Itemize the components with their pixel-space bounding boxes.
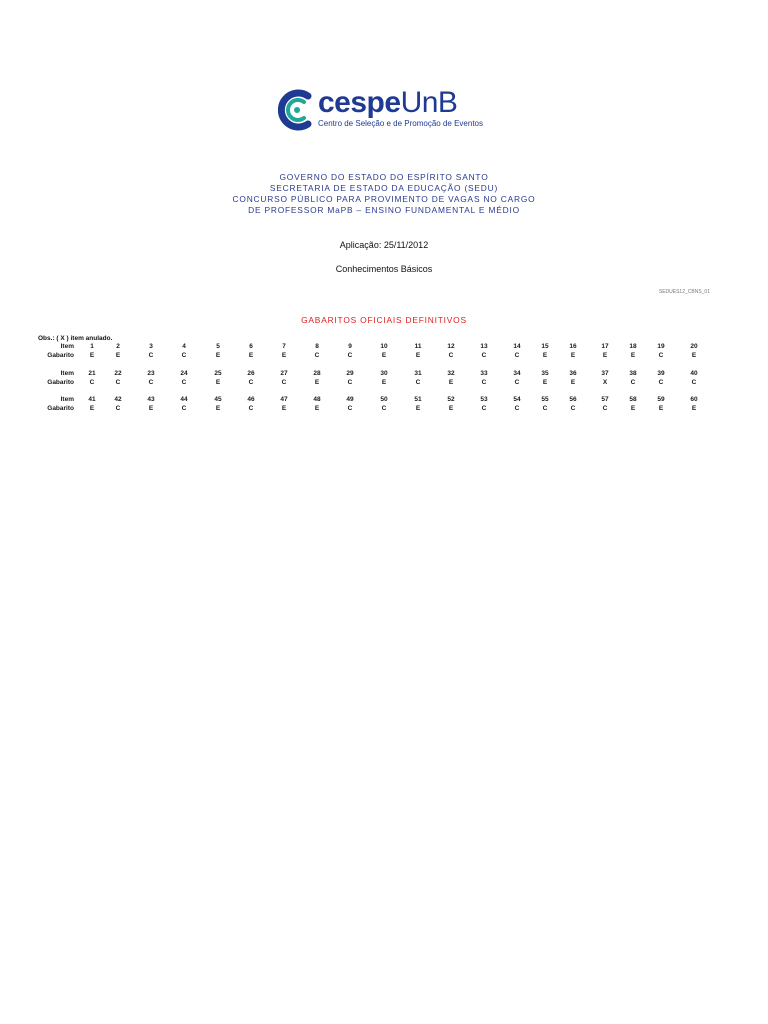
item-number: 59 <box>657 396 665 403</box>
item-number: 48 <box>313 396 321 403</box>
item-number: 29 <box>346 370 354 377</box>
item-number: 3 <box>149 343 153 350</box>
item-number: 28 <box>313 370 321 377</box>
item-number-row <box>0 343 768 352</box>
item-number: 27 <box>280 370 288 377</box>
answer-cell: E <box>215 379 221 386</box>
item-number: 47 <box>280 396 288 403</box>
item-number: 46 <box>247 396 255 403</box>
answer-cell: E <box>691 352 697 359</box>
item-number: 30 <box>380 370 388 377</box>
item-number: 56 <box>569 396 577 403</box>
subject-name: Conhecimentos Básicos <box>335 264 433 274</box>
answer-cell: C <box>248 379 254 386</box>
item-number: 32 <box>447 370 455 377</box>
cespe-unb-logo <box>278 86 498 132</box>
item-number-row <box>0 370 768 379</box>
item-number: 18 <box>629 343 637 350</box>
item-number: 55 <box>541 396 549 403</box>
answer-cell: C <box>448 352 454 359</box>
gabarito-label: Gabarito <box>47 405 74 412</box>
item-number: 26 <box>247 370 255 377</box>
answer-cell: E <box>415 352 421 359</box>
item-number: 21 <box>88 370 96 377</box>
answer-cell: E <box>602 352 608 359</box>
gabarito-label: Gabarito <box>47 379 74 386</box>
answer-cell: C <box>514 405 520 412</box>
answer-cell: C <box>248 405 254 412</box>
item-number: 24 <box>180 370 188 377</box>
header-line-4: DE PROFESSOR MaPB – ENSINO FUNDAMENTAL E MÉDIO <box>248 205 520 215</box>
answer-cell: C <box>148 352 154 359</box>
gabarito-label: Gabarito <box>47 352 74 359</box>
header-line-2: SECRETARIA DE ESTADO DA EDUCAÇÃO (SEDU) <box>269 183 499 193</box>
answer-cell: C <box>281 379 287 386</box>
item-number: 54 <box>513 396 521 403</box>
exam-header <box>0 172 768 216</box>
answer-cell: C <box>514 379 520 386</box>
item-number: 50 <box>380 396 388 403</box>
cespe-logo-mark-icon <box>278 88 316 132</box>
answer-cell: C <box>570 405 576 412</box>
item-number: 41 <box>88 396 96 403</box>
item-number-row <box>0 396 768 405</box>
answer-cell: E <box>89 405 95 412</box>
logo-wordmark <box>318 86 457 120</box>
answer-cell: E <box>381 379 387 386</box>
answer-cell: C <box>148 379 154 386</box>
answer-cell: C <box>481 379 487 386</box>
answer-cell: E <box>630 352 636 359</box>
logo-tagline: Centro de Seleção e de Promoção de Eventos <box>318 119 483 128</box>
answer-cell: E <box>570 352 576 359</box>
answer-cell: C <box>514 352 520 359</box>
answer-cell: C <box>481 352 487 359</box>
item-number: 22 <box>114 370 122 377</box>
header-line-1: GOVERNO DO ESTADO DO ESPÍRITO SANTO <box>279 172 489 182</box>
item-number: 31 <box>414 370 422 377</box>
answer-cell: C <box>314 352 320 359</box>
answer-cell: E <box>415 405 421 412</box>
answer-cell: C <box>542 405 548 412</box>
answer-cell: C <box>481 405 487 412</box>
document-code: SEDUES12_CBNS_01 <box>658 289 710 295</box>
item-number: 19 <box>657 343 665 350</box>
item-label: Item <box>60 396 74 403</box>
item-number: 17 <box>601 343 609 350</box>
item-number: 9 <box>348 343 352 350</box>
item-number: 11 <box>414 343 422 350</box>
answer-cell: E <box>215 405 221 412</box>
answer-cell: E <box>542 379 548 386</box>
item-number: 6 <box>249 343 253 350</box>
item-number: 33 <box>480 370 488 377</box>
item-number: 10 <box>380 343 388 350</box>
answer-cell: C <box>658 352 664 359</box>
gabarito-title: GABARITOS OFICIAIS DEFINITIVOS <box>301 315 467 325</box>
item-number: 13 <box>480 343 488 350</box>
item-number: 57 <box>601 396 609 403</box>
item-number: 44 <box>180 396 188 403</box>
answer-cell: C <box>89 379 95 386</box>
answer-cell: E <box>630 405 636 412</box>
item-number: 14 <box>513 343 521 350</box>
answer-cell: C <box>415 379 421 386</box>
item-number: 2 <box>116 343 120 350</box>
logo-brand-main: cespe <box>318 86 401 119</box>
answer-cell: E <box>281 405 287 412</box>
answer-cell: E <box>89 352 95 359</box>
answer-cell: C <box>181 352 187 359</box>
item-number: 53 <box>480 396 488 403</box>
annulled-note: Obs.: ( X ) item anulado. <box>38 335 113 342</box>
answer-cell: E <box>381 352 387 359</box>
answer-cell: C <box>115 379 121 386</box>
item-number: 39 <box>657 370 665 377</box>
answer-cell: E <box>115 352 121 359</box>
answer-cell: C <box>347 405 353 412</box>
answer-cell: E <box>658 405 664 412</box>
item-number: 16 <box>569 343 577 350</box>
answer-cell: C <box>115 405 121 412</box>
answer-cell: C <box>602 405 608 412</box>
item-number: 38 <box>629 370 637 377</box>
answer-cell: C <box>347 379 353 386</box>
item-number: 45 <box>214 396 222 403</box>
answer-cell: E <box>248 352 254 359</box>
item-number: 42 <box>114 396 122 403</box>
answer-cell: C <box>181 405 187 412</box>
answer-cell: X <box>602 379 608 386</box>
item-number: 4 <box>182 343 186 350</box>
item-number: 15 <box>541 343 549 350</box>
item-label: Item <box>60 370 74 377</box>
item-number: 40 <box>690 370 698 377</box>
answer-cell: E <box>281 352 287 359</box>
item-number: 58 <box>629 396 637 403</box>
answer-cell: C <box>381 405 387 412</box>
item-number: 20 <box>690 343 698 350</box>
answer-cell: C <box>630 379 636 386</box>
item-number: 23 <box>147 370 155 377</box>
item-number: 35 <box>541 370 549 377</box>
gabarito-row <box>0 352 768 361</box>
gabarito-row <box>0 405 768 414</box>
answer-cell: E <box>691 405 697 412</box>
item-number: 5 <box>216 343 220 350</box>
answer-cell: E <box>314 379 320 386</box>
item-number: 60 <box>690 396 698 403</box>
answer-cell: E <box>314 405 320 412</box>
answer-cell: C <box>658 379 664 386</box>
item-number: 37 <box>601 370 609 377</box>
gabarito-row <box>0 379 768 388</box>
item-number: 52 <box>447 396 455 403</box>
item-number: 34 <box>513 370 521 377</box>
application-date: Aplicação: 25/11/2012 <box>339 240 429 250</box>
answer-cell: E <box>542 352 548 359</box>
item-number: 1 <box>90 343 94 350</box>
item-number: 36 <box>569 370 577 377</box>
answer-cell: E <box>570 379 576 386</box>
item-number: 12 <box>447 343 455 350</box>
answer-cell: E <box>448 379 454 386</box>
answer-cell: E <box>148 405 154 412</box>
item-number: 43 <box>147 396 155 403</box>
item-number: 25 <box>214 370 222 377</box>
item-number: 7 <box>282 343 286 350</box>
answer-cell: E <box>215 352 221 359</box>
item-number: 8 <box>315 343 319 350</box>
answer-cell: E <box>448 405 454 412</box>
answer-cell: C <box>347 352 353 359</box>
answer-cell: C <box>691 379 697 386</box>
answer-cell: C <box>181 379 187 386</box>
item-number: 51 <box>414 396 422 403</box>
item-number: 49 <box>346 396 354 403</box>
logo-brand-suffix: UnB <box>400 86 458 119</box>
header-line-3: CONCURSO PÚBLICO PARA PROVIMENTO DE VAGAS NO CARGO <box>232 194 536 204</box>
item-label: Item <box>60 343 74 350</box>
